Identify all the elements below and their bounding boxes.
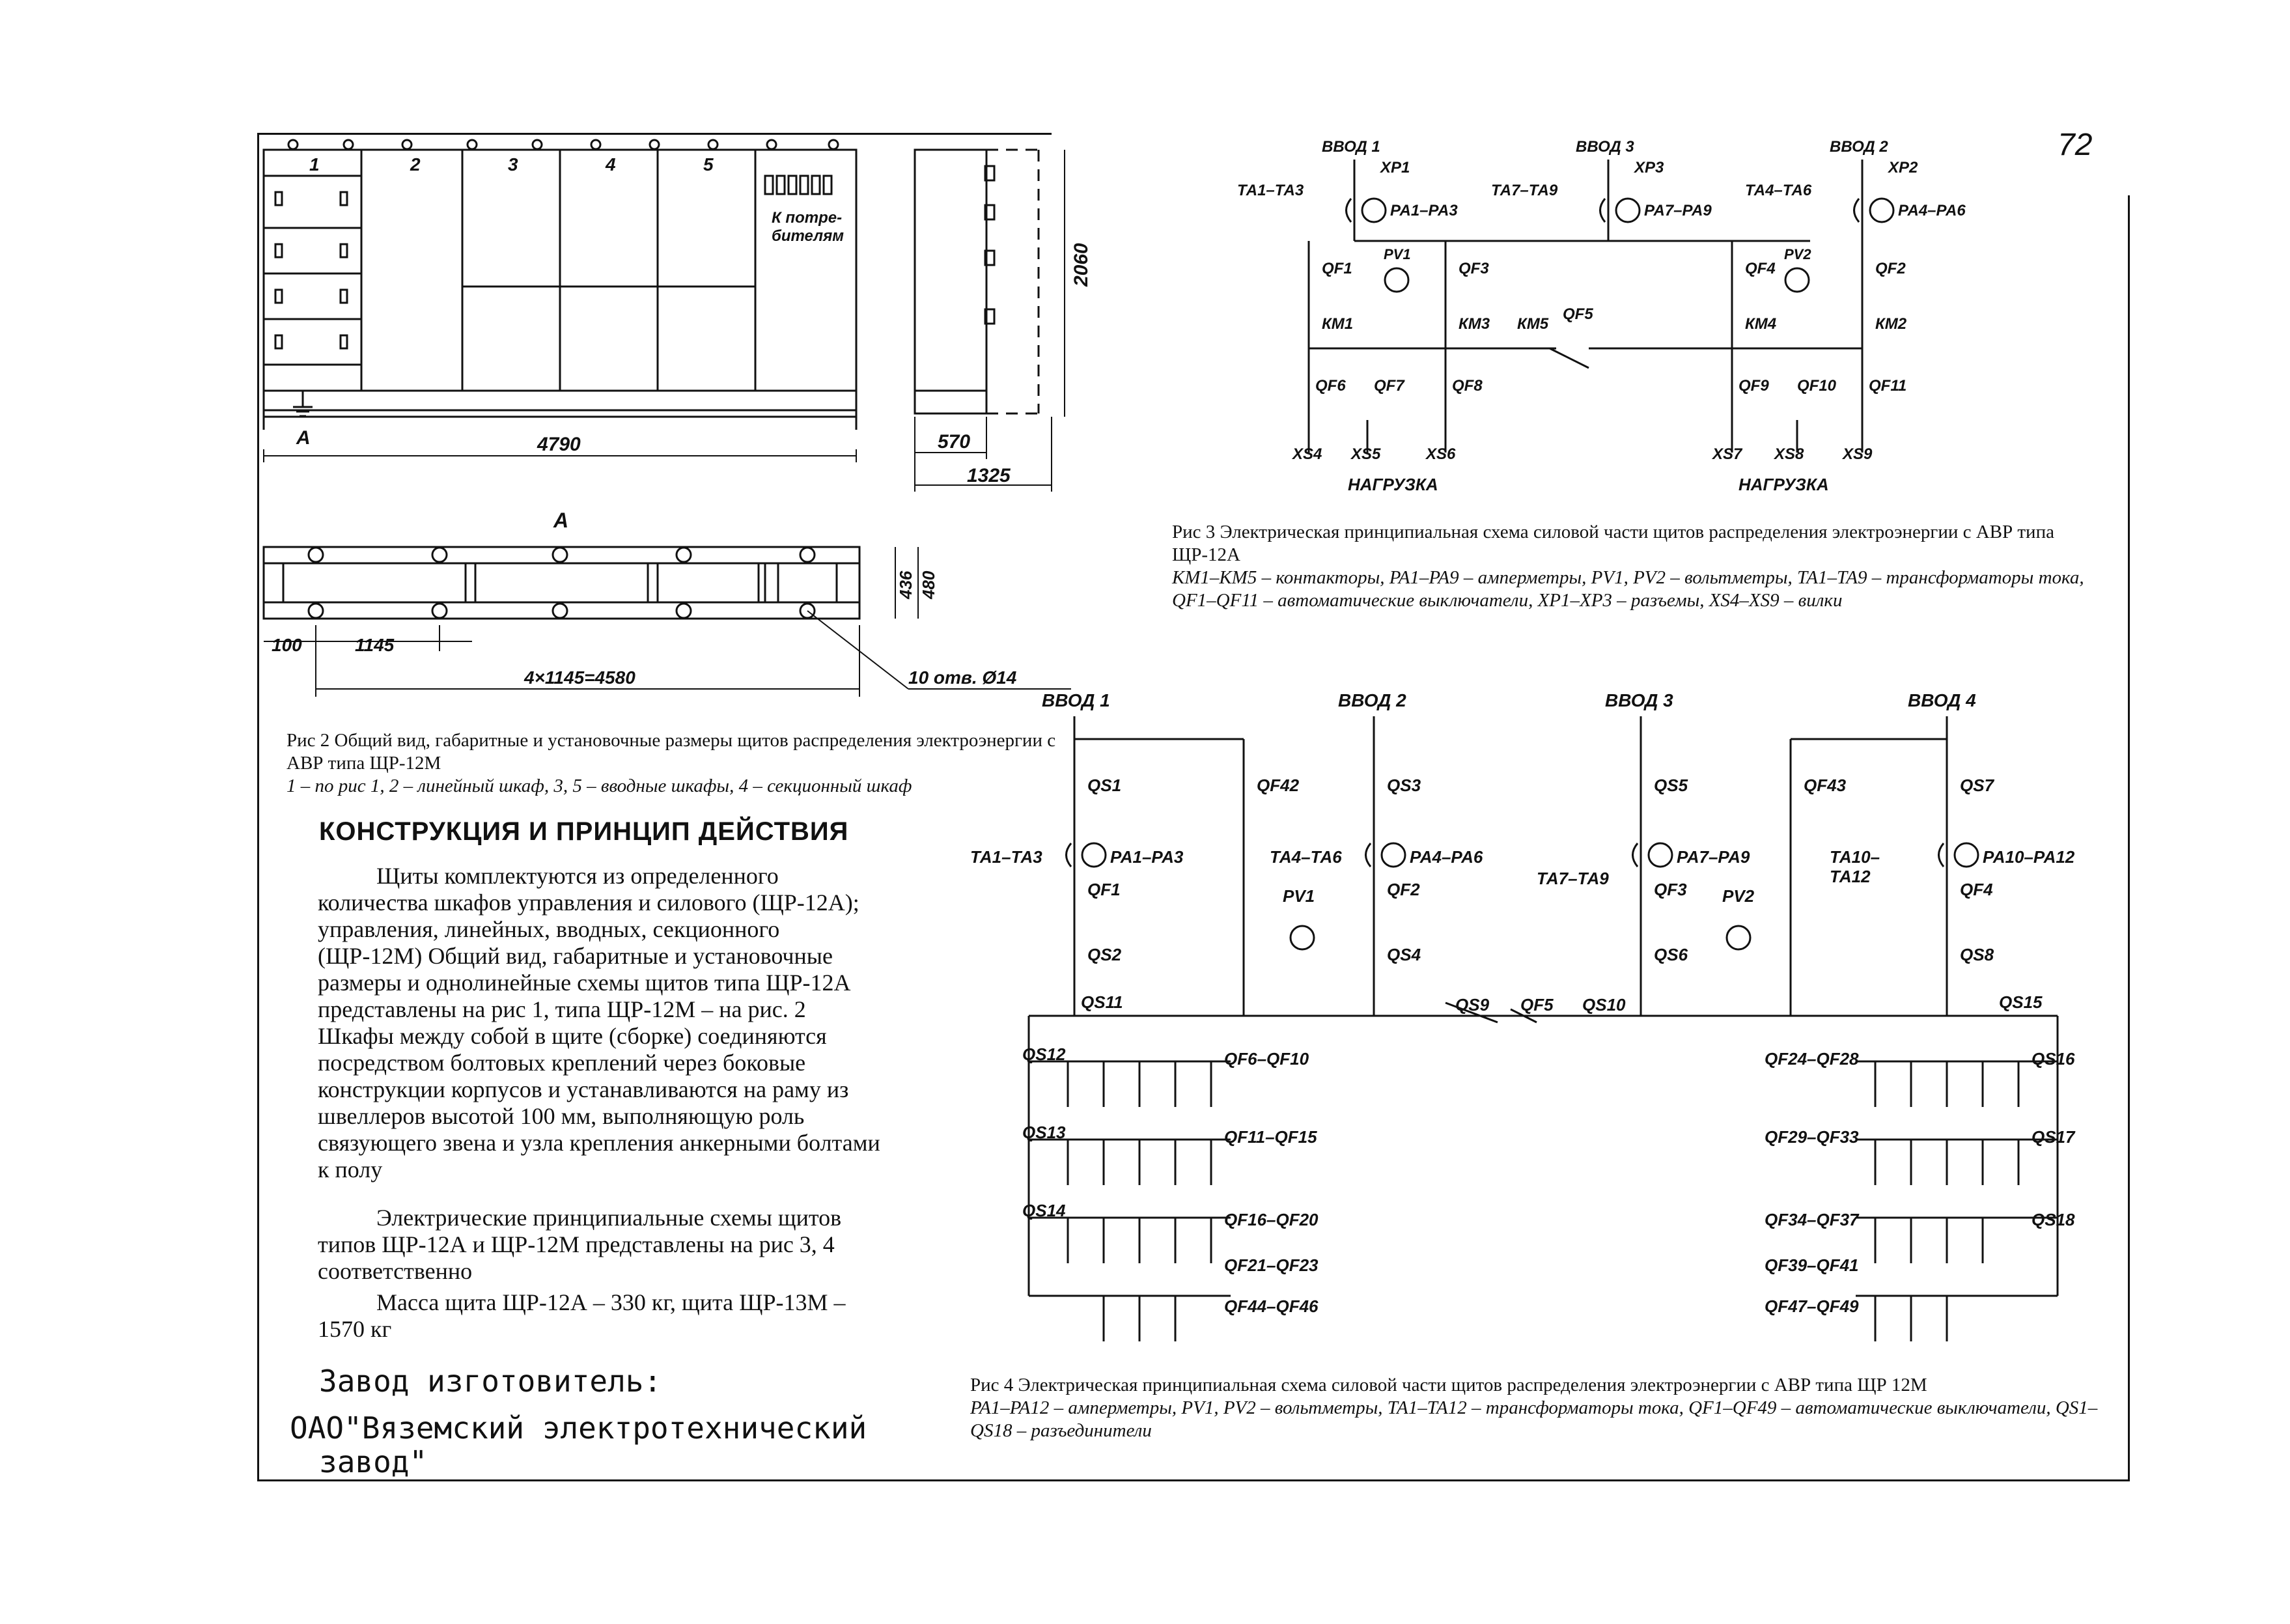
fig3-qf2: QF2 — [1875, 260, 1906, 277]
fig4-drawing — [957, 677, 2126, 1361]
fig3-input-2: ВВОД 2 — [1830, 138, 1888, 156]
fig3-qf5: QF5 — [1563, 305, 1593, 323]
fig4-input-3: ВВОД 3 — [1605, 690, 1673, 710]
dim-holes: 10 отв. Ø14 — [908, 667, 1017, 688]
fig4-qs2: QS2 — [1087, 945, 1122, 964]
view-arrow-label: А — [296, 427, 311, 449]
fig4-qs3: QS3 — [1387, 776, 1421, 795]
fig3-ta-3: ТА4–ТА6 — [1745, 182, 1812, 199]
fig3-input-1: ВВОД 1 — [1322, 138, 1380, 156]
dim-height: 2060 — [1070, 243, 1092, 287]
fig4-qs10: QS10 — [1582, 995, 1626, 1015]
panel-label-1: 1 — [309, 154, 320, 175]
fig4-ta-3: ТА7–ТА9 — [1537, 869, 1609, 888]
fig3-drawing — [1224, 133, 2123, 505]
fig3-qf1: QF1 — [1322, 260, 1352, 277]
dim-pitch: 1145 — [355, 635, 395, 655]
fig4-caption — [970, 1374, 2116, 1442]
fig4-qs13: QS13 — [1022, 1123, 1066, 1142]
fig3-ta-1: ТА1–ТА3 — [1237, 182, 1304, 199]
fig3-xp2: XP2 — [1888, 159, 1918, 176]
fig3-xp3: XP3 — [1634, 159, 1664, 176]
fig4-caption-title: Рис 4 Электрическая принципиальная схема силовой части щитов распределения электроэнергии с АВР типа ЩР 12М — [970, 1375, 1927, 1395]
fig3-qf4: QF4 — [1745, 260, 1776, 277]
fig3-km4: КМ4 — [1745, 315, 1777, 333]
fig3-qf8: QF8 — [1452, 377, 1483, 395]
fig3-xp1: XP1 — [1380, 159, 1410, 176]
panel-label-2: 2 — [410, 154, 421, 175]
manufacturer-line-1: Завод изготовитель: — [319, 1364, 662, 1399]
dim-offset: 100 — [272, 635, 302, 655]
manufacturer-block — [290, 1364, 973, 1479]
fig3-ta-2: ТА7–ТА9 — [1491, 182, 1558, 199]
fig4-ta-1: ТА1–ТА3 — [970, 847, 1042, 867]
fig4-qf5: QF5 — [1520, 995, 1554, 1015]
consumer-label — [772, 209, 846, 245]
fig3-pa-2: РА7–РА9 — [1644, 202, 1712, 219]
fig4-qs12: QS12 — [1022, 1044, 1066, 1064]
fig4-qs18: QS18 — [2032, 1210, 2075, 1229]
fig4-qs11: QS11 — [1081, 992, 1123, 1012]
fig3-qf10: QF10 — [1797, 377, 1837, 395]
fig4-right-group-5: QF47–QF49 — [1765, 1296, 1859, 1316]
fig3-load-left: НАГРУЗКА — [1348, 475, 1438, 494]
page-number: 72 — [2058, 128, 2093, 162]
fig4-left-group-4: QF21–QF23 — [1224, 1255, 1319, 1275]
fig4-qs1: QS1 — [1087, 776, 1122, 795]
fig3-pv1: PV1 — [1384, 246, 1411, 262]
section-heading: КОНСТРУКЦИЯ И ПРИНЦИП ДЕЙСТВИЯ — [319, 817, 849, 846]
fig4-left-group-1: QF6–QF10 — [1224, 1049, 1309, 1069]
fig4-qs4: QS4 — [1387, 945, 1421, 964]
manufacturer-line-2: ОАО"Вяземский электротехнический — [290, 1410, 867, 1446]
fig4-input-1: ВВОД 1 — [1042, 690, 1110, 710]
panel-label-4: 4 — [606, 154, 616, 175]
dim-span: 4×1145=4580 — [524, 667, 635, 688]
panel-label-3: 3 — [508, 154, 518, 175]
fig4-qf42: QF42 — [1257, 776, 1300, 795]
fig4-left-group-5: QF44–QF46 — [1224, 1296, 1319, 1316]
fig3-input-3: ВВОД 3 — [1576, 138, 1634, 156]
fig4-qs9: QS9 — [1455, 995, 1490, 1015]
section-paragraph-3: Масса щита ЩР-12А – 330 кг, щита ЩР-13М – 1570 кг — [318, 1289, 846, 1342]
dim-total-width: 4790 — [537, 434, 581, 455]
fig4-qs7: QS7 — [1960, 776, 1994, 795]
fig4-qf1: QF1 — [1087, 880, 1121, 899]
fig4-right-group-1: QF24–QF28 — [1765, 1049, 1859, 1069]
fig3-pa-3: РА4–РА6 — [1898, 202, 1966, 219]
section-paragraph-2: Электрические принципиальные схемы щитов типов ЩР-12А и ЩР-12М представлены на рис 3, 4 соответственно — [318, 1205, 842, 1284]
fig4-ta-2: ТА4–ТА6 — [1270, 847, 1342, 867]
fig4-left-group-2: QF11–QF15 — [1224, 1127, 1317, 1147]
consumer-label-text: К потре- — [772, 209, 843, 227]
fig4-input-4: ВВОД 4 — [1908, 690, 1976, 710]
fig3-caption — [1172, 521, 2097, 612]
fig2-caption — [286, 729, 1074, 798]
fig3-km2: КМ2 — [1875, 315, 1907, 333]
consumer-label-text-2: бителям — [772, 227, 844, 245]
fig4-qs5: QS5 — [1654, 776, 1688, 795]
fig3-km3: КМ3 — [1459, 315, 1490, 333]
fig4-caption-legend: PA1–PA12 – амперметры, PV1, PV2 – вольтметры, ТА1–ТА12 – трансформаторы тока, QF1–QF49 – автоматические выключатели, QS1–QS18 – разъединители — [970, 1397, 2098, 1441]
fig4-input-2: ВВОД 2 — [1338, 690, 1406, 710]
fig3-km5: КМ5 — [1517, 315, 1549, 333]
fig3-qf7: QF7 — [1374, 377, 1404, 395]
manufacturer-line-3: завод" — [319, 1444, 428, 1479]
dim-plan-outer: 480 — [919, 570, 938, 599]
view-label: A — [553, 509, 569, 532]
fig4-right-group-2: QF29–QF33 — [1765, 1127, 1859, 1147]
fig4-pa-2: РА4–РА6 — [1410, 847, 1483, 867]
frame-bottom — [257, 1479, 2129, 1481]
fig4-qf3: QF3 — [1654, 880, 1687, 899]
fig4-ta-4-line1: ТА10– — [1830, 847, 1880, 867]
fig4-right-group-3: QF34–QF37 — [1765, 1210, 1859, 1229]
fig4-qs14: QS14 — [1022, 1201, 1066, 1220]
fig2-drawing — [257, 130, 1104, 716]
fig4-qs6: QS6 — [1654, 945, 1688, 964]
dim-depth: 570 — [938, 431, 971, 453]
fig4-pa-3: РА7–РА9 — [1677, 847, 1750, 867]
fig3-xs7: XS7 — [1712, 445, 1742, 463]
fig4-qs17: QS17 — [2032, 1127, 2075, 1147]
fig3-xs8: XS8 — [1774, 445, 1804, 463]
fig3-qf6: QF6 — [1315, 377, 1346, 395]
fig4-qf2: QF2 — [1387, 880, 1420, 899]
fig2-caption-legend: 1 – по рис 1, 2 – линейный шкаф, 3, 5 – вводные шкафы, 4 – секционный шкаф — [286, 776, 912, 796]
fig4-qs15: QS15 — [1999, 992, 2043, 1012]
fig4-pa-1: РА1–РА3 — [1110, 847, 1184, 867]
fig3-qf9: QF9 — [1738, 377, 1769, 395]
fig3-qf11: QF11 — [1869, 377, 1907, 395]
fig3-caption-legend: КМ1–КМ5 – контакторы, PA1–PA9 – амперметры, PV1, PV2 – вольтметры, ТА1–ТА9 – трансформаторы тока, QF1–QF11 – автоматические выключатели, XP1–XP3 – разъемы, XS4–XS9 – вилки — [1172, 567, 2084, 611]
panel-label-5: 5 — [703, 154, 714, 175]
fig4-qs16: QS16 — [2032, 1049, 2075, 1069]
fig4-left-group-3: QF16–QF20 — [1224, 1210, 1319, 1229]
fig4-ta-4 — [1830, 847, 1884, 886]
fig3-pa-1: РА1–РА3 — [1390, 202, 1458, 219]
frame-right — [2128, 195, 2130, 1481]
fig4-qf4: QF4 — [1960, 880, 1993, 899]
dim-plan-inner: 436 — [896, 570, 915, 599]
fig4-ta-4-line2: ТА12 — [1830, 867, 1871, 886]
fig3-xs6: XS6 — [1426, 445, 1456, 463]
fig4-right-group-4: QF39–QF41 — [1765, 1255, 1859, 1275]
fig3-caption-title: Рис 3 Электрическая принципиальная схема силовой части щитов распределения электроэнергии с АВР типа ЩР-12А — [1172, 522, 2054, 565]
fig3-pv2: PV2 — [1784, 246, 1811, 262]
fig2-caption-title: Рис 2 Общий вид, габаритные и установочные размеры щитов распределения электроэнергии с АВР типа ЩР-12М — [286, 730, 1056, 774]
fig4-pv2: PV2 — [1722, 886, 1755, 906]
fig3-xs9: XS9 — [1843, 445, 1873, 463]
section-paragraph-1: Щиты комплектуются из определенного количества шкафов управления и силового (ЩР-12А); управления, линейных, вводных, секционного (ЩР-12М) Общий вид, габаритные и установочные размеры и однолинейные схемы щитов типа ЩР-12А представлены на рис 1, типа ЩР-12М – на рис. 2 Шкафы между собой в щите (сборке) соединяются посредством болтовых креплений через боковые конструкции корпусов и устанавливаются на раму из швеллеров высотой 100 мм, выполняющую роль связующего звена и узла крепления анкерными болтами к полу — [318, 863, 880, 1183]
fig3-xs4: XS4 — [1292, 445, 1322, 463]
fig3-km1: КМ1 — [1322, 315, 1354, 333]
fig4-qs8: QS8 — [1960, 945, 1994, 964]
fig4-pa-4: РА10–РА12 — [1983, 847, 2075, 867]
fig3-xs5: XS5 — [1351, 445, 1381, 463]
fig3-load-right: НАГРУЗКА — [1738, 475, 1829, 494]
fig4-pv1: PV1 — [1283, 886, 1315, 906]
fig3-qf3: QF3 — [1459, 260, 1489, 277]
fig4-qf43: QF43 — [1804, 776, 1847, 795]
dim-side-total: 1325 — [967, 465, 1011, 486]
